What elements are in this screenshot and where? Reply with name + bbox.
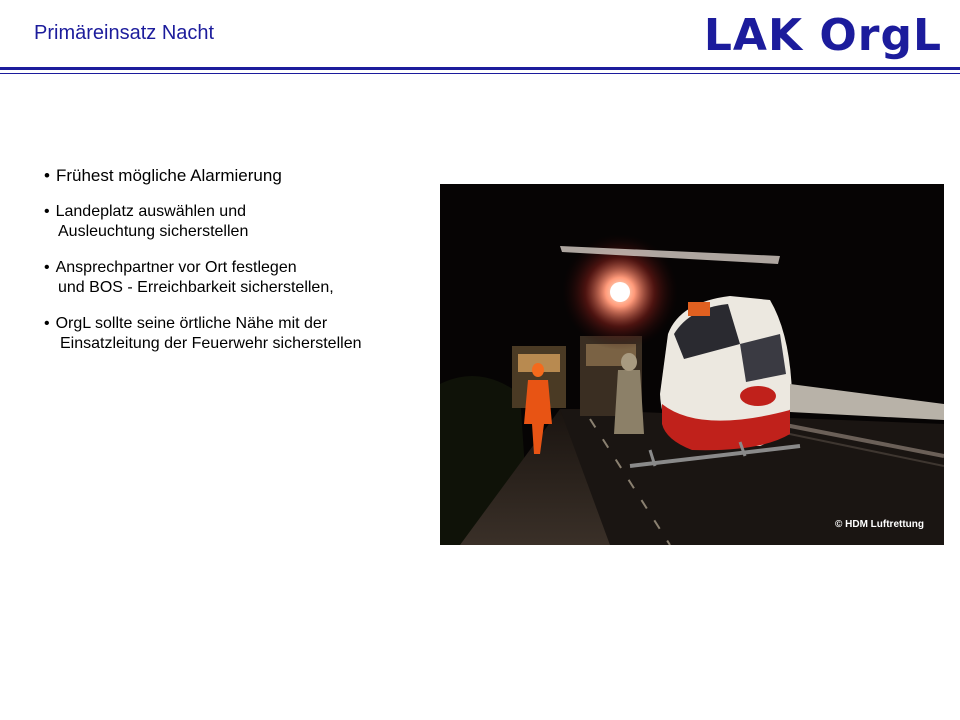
bullet-text: OrgL sollte seine örtliche Nähe mit der [55,315,328,332]
bullet-item [44,166,361,186]
bullet-text: Frühest mögliche Alarmierung [55,166,282,185]
bullet-text-continued: Einsatzleitung der Feuerwehr sicherstellen [60,335,362,352]
bullet-text: Ansprechpartner vor Ort festlegen [55,259,297,276]
bullet-icon: • [44,259,50,276]
bullet-item [44,258,361,298]
bullet-icon: • [44,166,50,185]
bullet-list [44,166,361,370]
photo-credit: © HDM Luftrettung [834,519,924,530]
bullet-text: Landeplatz auswählen und [55,203,246,220]
header-divider-thin [0,73,960,74]
helicopter-night-photo [440,184,944,545]
bullet-text-continued: und BOS - Erreichbarkeit sicherstellen, [58,279,334,296]
bullet-item [44,202,361,242]
bullet-icon: • [44,315,50,332]
bullet-item [44,314,361,354]
header-divider [0,67,960,70]
page-title: Primäreinsatz Nacht [34,22,215,44]
logo: LAK OrgL [703,10,942,61]
bullet-text-continued: Ausleuchtung sicherstellen [58,223,249,240]
bullet-icon: • [44,203,50,220]
helicopter-night-illustration [440,184,944,545]
